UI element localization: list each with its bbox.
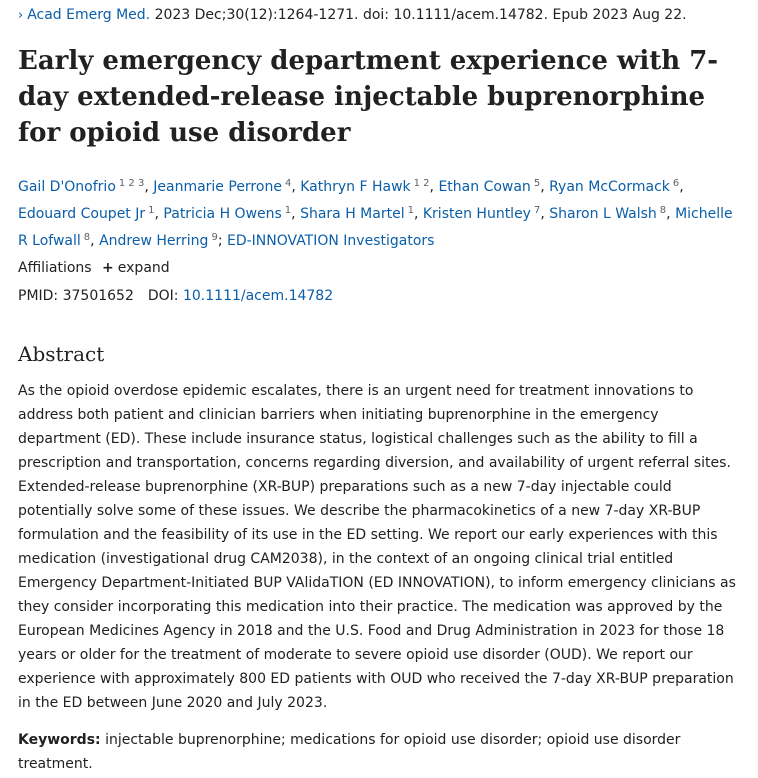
author-item: [163, 206, 295, 222]
chevron-right-icon[interactable]: ›: [18, 8, 24, 23]
author-affiliation-numbers[interactable]: 8: [659, 205, 667, 216]
author-name-link[interactable]: Gail D'Onofrio: [18, 179, 116, 195]
affiliations-expand-button[interactable]: [102, 260, 170, 276]
affiliations-row: [18, 258, 170, 278]
article-title: Early emergency department experience with 7-day extended-release injectable buprenorphine for opioid use disorder: [18, 46, 719, 148]
author-item: [549, 206, 670, 222]
author-affiliation-numbers[interactable]: 6: [672, 178, 680, 189]
author-name-link[interactable]: Patricia H Owens: [163, 206, 282, 222]
author-name-link[interactable]: ED-INNOVATION Investigators: [226, 233, 435, 249]
doi-label: DOI:: [147, 288, 179, 304]
author-name-link[interactable]: Ethan Cowan: [438, 179, 531, 195]
author-affiliation-numbers[interactable]: 7: [533, 205, 541, 216]
author-item: [153, 179, 296, 195]
keywords-section: [18, 728, 743, 776]
author-separator: ,: [291, 206, 296, 222]
author-name-link[interactable]: Edouard Coupet Jr: [18, 206, 146, 222]
author-affiliation-numbers[interactable]: 1 2 3: [118, 178, 145, 189]
doi-link[interactable]: 10.1111/acem.14782: [182, 288, 334, 304]
author-item: [438, 179, 544, 195]
author-name-link[interactable]: Sharon L Walsh: [549, 206, 657, 222]
author-name-link[interactable]: Shara H Martel: [300, 206, 405, 222]
author-affiliation-numbers[interactable]: 4: [284, 178, 292, 189]
plus-icon: +: [102, 260, 114, 276]
author-separator: ,: [144, 179, 149, 195]
journal-link[interactable]: Acad Emerg Med.: [27, 7, 151, 23]
author-item: [227, 233, 434, 249]
author-item: [18, 179, 149, 195]
abstract-heading: Abstract: [18, 342, 105, 366]
keywords-label: Keywords:: [18, 732, 101, 748]
author-item: [423, 206, 545, 222]
author-affiliation-numbers[interactable]: 1 2: [413, 178, 430, 189]
author-separator: ,: [429, 179, 434, 195]
author-affiliation-numbers[interactable]: 8: [83, 232, 91, 243]
author-name-link[interactable]: Kristen Huntley: [422, 206, 531, 222]
author-affiliation-numbers[interactable]: 1: [148, 205, 155, 216]
keywords-text: injectable buprenorphine; medications for opioid use disorder; opioid use disorder treatment.: [18, 732, 681, 772]
affiliations-label: Affiliations: [18, 260, 92, 276]
author-separator: ,: [154, 206, 159, 222]
author-separator: ,: [679, 179, 684, 195]
author-separator: ,: [291, 179, 296, 195]
author-name-link[interactable]: Kathryn F Hawk: [300, 179, 411, 195]
identifiers-row: [18, 286, 333, 306]
author-item: [99, 233, 222, 249]
author-name-link[interactable]: Michelle R Lofwall: [18, 206, 733, 249]
author-separator: ,: [540, 206, 545, 222]
author-separator: ,: [90, 233, 95, 249]
author-name-link[interactable]: Jeanmarie Perrone: [153, 179, 282, 195]
author-item: [300, 179, 434, 195]
author-affiliation-numbers[interactable]: 5: [533, 178, 541, 189]
author-separator: ;: [217, 233, 223, 249]
abstract-text: As the opioid overdose epidemic escalates, there is an urgent need for treatment innovations to address both patient and clinician barriers when initiating buprenorphine in the emergency department (ED). These include insurance status, logistical challenges such as the ability to fill a prescription and transportation, concerns regarding diversion, and availability of urgent referral sites. Extended-release buprenorphine (XR-BUP) preparations such as a new 7-day injectable could potentially solve some of these issues. We describe the pharmacokinetics of a new 7-day XR-BUP formulation and the feasibility of its use in the ED setting. We report our early experiences with this medication (investigational drug CAM2038), in the context of an ongoing clinical trial entitled Emergency Department-Initiated BUP VAlidaTION (ED INNOVATION), to inform emergency clinicians as they consider incorporating this medication into their practice. The medication was approved by the European Medicines Agency in 2018 and the U.S. Food and Drug Administration in 2023 for those 18 years or older for the treatment of moderate to severe opioid use disorder (OUD). We report our experience with approximately 800 ED patients with OUD who received the 7-day XR-BUP preparation in the ED between June 2020 and July 2023.: [18, 383, 736, 711]
author-affiliation-numbers[interactable]: 9: [211, 232, 218, 243]
author-separator: ,: [540, 179, 545, 195]
author-separator: ,: [413, 206, 419, 222]
author-name-link[interactable]: Ryan McCormack: [549, 179, 670, 195]
citation-line: [18, 5, 687, 26]
author-list: [18, 172, 743, 253]
author-item: [18, 206, 159, 222]
pmid-value: 37501652: [62, 288, 134, 304]
pmid-label: PMID:: [18, 288, 59, 304]
author-item: [549, 179, 684, 195]
citation-details: 2023 Dec;30(12):1264-1271. doi: 10.1111/acem.14782. Epub 2023 Aug 22.: [150, 7, 687, 23]
author-affiliation-numbers[interactable]: 1: [284, 205, 292, 216]
expand-label: expand: [117, 260, 170, 276]
author-item: [300, 206, 418, 222]
author-affiliation-numbers[interactable]: 1: [407, 205, 414, 216]
author-name-link[interactable]: Andrew Herring: [99, 233, 209, 249]
author-separator: ,: [666, 206, 671, 222]
